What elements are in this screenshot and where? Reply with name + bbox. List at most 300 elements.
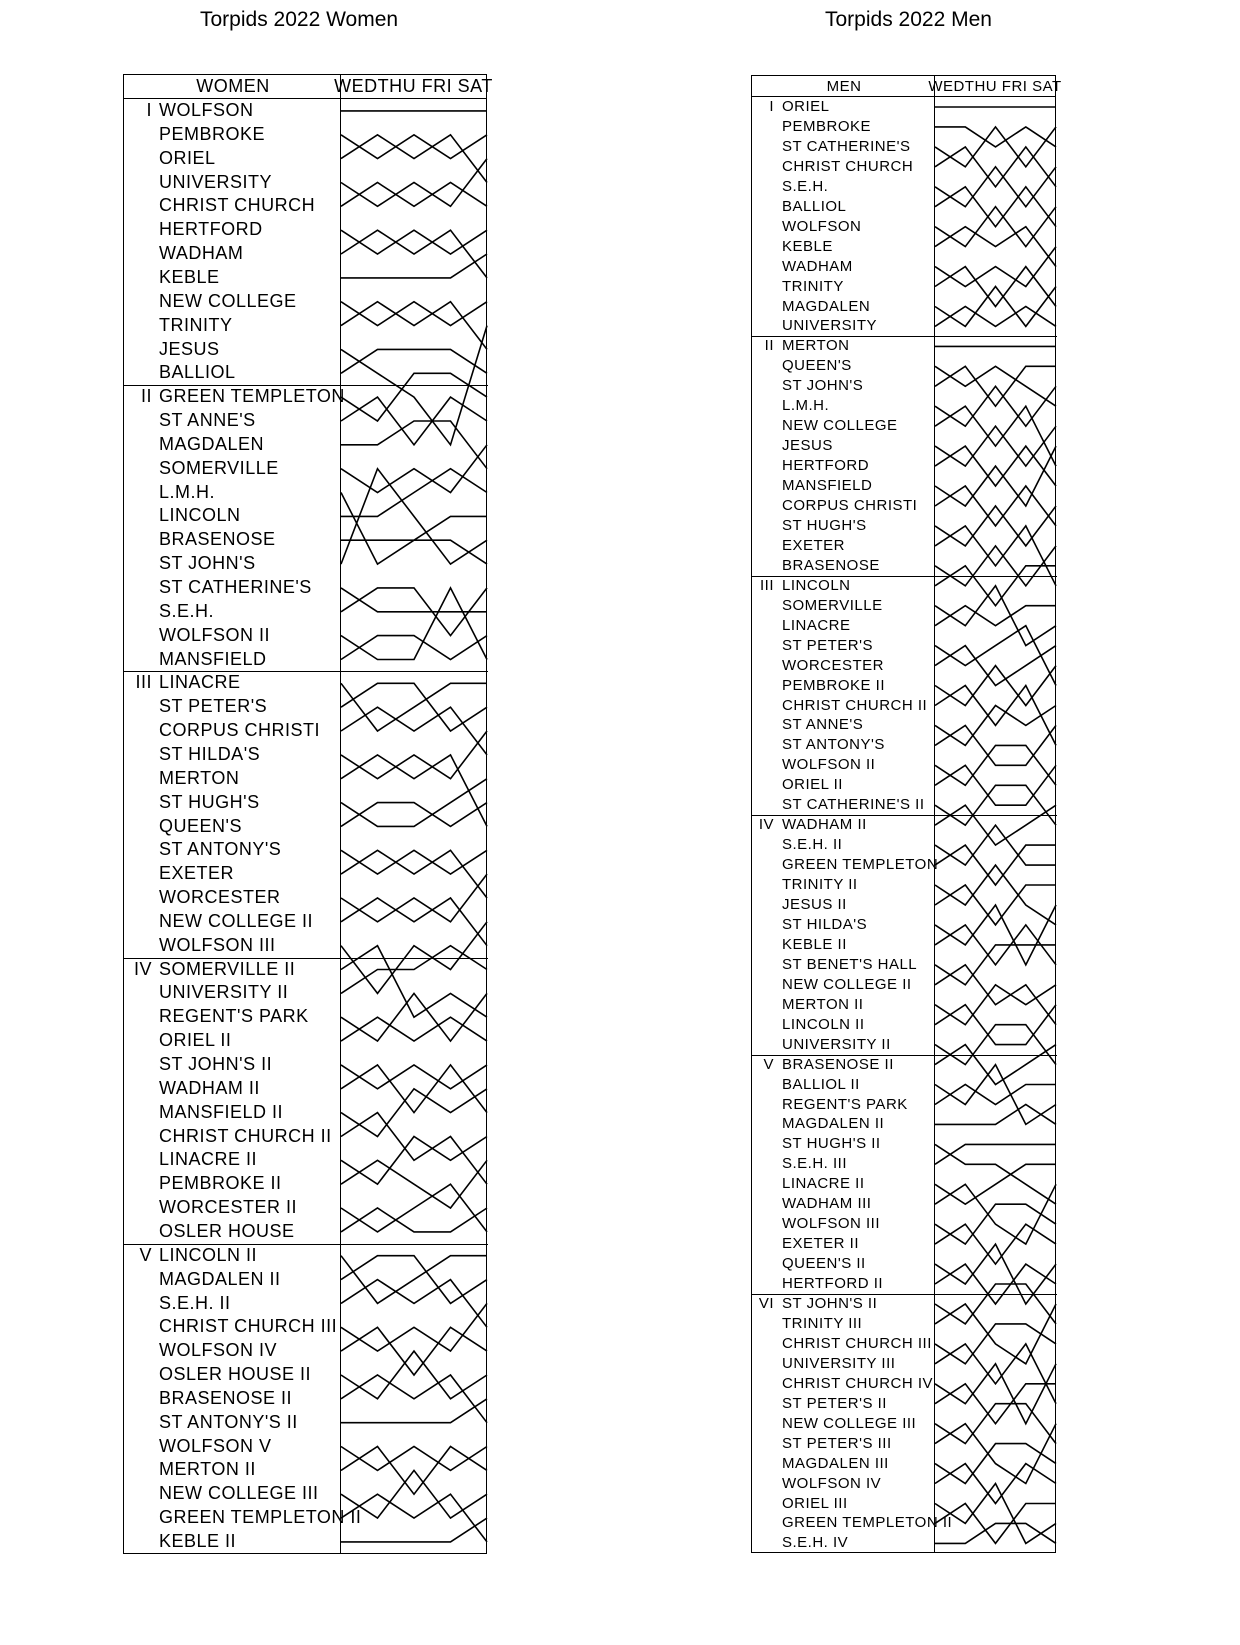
men-crew-name: QUEEN'S [782, 357, 852, 375]
women-crew-row [124, 886, 340, 910]
men-crew-trajectory [935, 1484, 1056, 1544]
men-crew-row [752, 616, 934, 636]
men-crew-row [752, 715, 934, 735]
men-crew-row [752, 775, 934, 795]
women-crew-name: PEMBROKE II [159, 1173, 282, 1194]
men-crew-trajectory [935, 1244, 1056, 1304]
women-crew-row [124, 576, 340, 600]
men-crew-trajectory [935, 1085, 1056, 1105]
men-crew-trajectory [935, 1364, 1056, 1424]
men-crew-name: JESUS II [782, 896, 847, 913]
men-crew-row [752, 1434, 934, 1454]
men-crew-trajectory [935, 1344, 1056, 1404]
women-crew-trajectory [341, 159, 487, 207]
men-crew-row [752, 1414, 934, 1434]
women-crew-name: ORIEL [159, 147, 216, 168]
women-crew-trajectory [341, 1280, 487, 1328]
men-crew-row [752, 97, 934, 117]
women-crew-row [124, 171, 340, 195]
women-crew-row [124, 1101, 340, 1125]
women-crew-trajectory [341, 254, 487, 278]
men-division-number: I [769, 98, 774, 115]
women-crew-trajectory [341, 326, 487, 445]
women-crew-name: ST ANNE'S [159, 410, 256, 431]
men-crew-trajectory [935, 406, 1056, 466]
women-crew-name: ST ANTONY'S [159, 839, 282, 860]
women-crew-trajectory [341, 1447, 487, 1471]
men-crew-name: BRASENOSE II [782, 1055, 894, 1073]
men-crew-name: GREEN TEMPLETON [782, 856, 939, 874]
women-crew-row [124, 194, 340, 218]
men-crew-name: JESUS [782, 437, 833, 455]
women-crew-trajectory [341, 1494, 487, 1542]
women-crew-row [124, 791, 340, 815]
men-crew-name: EXETER [782, 536, 846, 554]
women-crew-row [124, 457, 340, 481]
women-crew-trajectory [341, 349, 487, 373]
women-division-number: I [146, 100, 152, 120]
men-crew-row [752, 1095, 934, 1115]
women-crew-name: QUEEN'S [159, 815, 242, 836]
men-crew-name: TRINITY III [782, 1314, 863, 1332]
men-crew-row [752, 376, 934, 396]
men-crew-name: ORIEL II [782, 776, 843, 794]
women-crew-trajectory [341, 731, 487, 779]
women-crew-name: MERTON [159, 767, 240, 788]
men-crew-trajectory [935, 686, 1056, 746]
women-crew-name: WOLFSON [159, 100, 254, 120]
men-crew-row [752, 1075, 934, 1095]
men-crew-name: L.M.H. [782, 397, 830, 415]
men-crew-row [752, 815, 934, 835]
women-crew-row [124, 1458, 340, 1482]
men-crew-row [752, 1513, 953, 1533]
men-crew-row [752, 536, 934, 556]
women-crew-name: ST HUGH'S [159, 791, 260, 812]
women-crew-trajectory [341, 1184, 487, 1232]
men-crew-name: CHRIST CHURCH III [782, 1334, 932, 1352]
women-chart-title: Torpids 2022 Women [200, 8, 399, 31]
men-division-number: V [763, 1055, 774, 1073]
women-crew-row [124, 1315, 340, 1339]
men-crew-row [752, 137, 934, 157]
men-crew-trajectory [935, 1424, 1056, 1484]
women-crew-row [124, 981, 340, 1005]
women-crew-row [124, 147, 340, 171]
men-crew-name: S.E.H. [782, 177, 829, 195]
men-crew-row [752, 1154, 934, 1174]
men-crew-name: MANSFIELD [782, 477, 873, 495]
women-crew-name: OSLER HOUSE [159, 1220, 295, 1241]
women-crew-trajectory [341, 1208, 487, 1232]
women-crew-name: LINACRE II [159, 1149, 258, 1170]
men-crew-row [752, 835, 934, 855]
men-crew-row [752, 1254, 934, 1274]
men-crew-name: ST BENET'S HALL [782, 955, 918, 973]
women-crew-row [124, 1125, 340, 1149]
women-crew-trajectory [341, 469, 487, 517]
men-crew-name: ST ANNE'S [782, 716, 864, 734]
men-crew-row [752, 1194, 934, 1214]
women-division-number: V [139, 1244, 152, 1265]
women-crew-name: KEBLE II [159, 1531, 237, 1551]
women-crew-name: NEW COLLEGE III [159, 1483, 319, 1504]
women-division-number: II [140, 386, 152, 407]
men-crew-trajectory [935, 247, 1056, 287]
men-crew-name: ST JOHN'S II [782, 1295, 878, 1312]
women-crew-row [124, 1172, 340, 1196]
men-crew-trajectory [935, 586, 1056, 646]
men-crew-row [752, 1174, 934, 1194]
men-days-header: WEDTHU FRI SAT [934, 76, 1055, 97]
men-crew-trajectory [935, 865, 1056, 925]
women-crew-name: S.E.H. [159, 600, 215, 621]
men-crew-name: UNIVERSITY [782, 317, 878, 335]
women-crew-name: MANSFIELD II [159, 1101, 284, 1122]
men-crew-name: MERTON II [782, 995, 864, 1013]
women-crew-trajectory [341, 493, 487, 565]
men-crew-row [752, 576, 934, 596]
men-crew-name: NEW COLLEGE [782, 417, 898, 435]
women-crew-trajectory [341, 946, 487, 994]
women-crew-name: ORIEL II [159, 1030, 232, 1051]
women-crew-row [124, 862, 340, 886]
men-crew-row [752, 935, 934, 955]
women-crew-row [124, 409, 340, 433]
men-crew-row [752, 117, 934, 137]
men-division-number: III [759, 576, 774, 594]
men-crew-row [752, 1114, 934, 1134]
men-division-number: II [764, 337, 774, 355]
men-crew-row [752, 915, 934, 935]
women-crew-name: NEW COLLEGE II [159, 910, 314, 931]
men-chart-title: Torpids 2022 Men [825, 8, 992, 31]
women-crew-trajectory [341, 683, 487, 731]
men-crew-name: HERTFORD II [782, 1275, 884, 1293]
men-crew-row [752, 456, 934, 476]
men-crew-name: WOLFSON III [782, 1215, 881, 1233]
men-crew-name: WOLFSON IV [782, 1474, 882, 1492]
women-crew-trajectory [341, 588, 487, 660]
women-crew-name: REGENT'S PARK [159, 1006, 309, 1027]
men-crew-name: CHRIST CHURCH IV [782, 1374, 934, 1392]
women-crew-row [124, 1005, 340, 1029]
men-crew-trajectory [935, 1304, 1056, 1364]
women-crew-row [124, 1339, 340, 1363]
men-crew-name: ST JOHN'S [782, 377, 864, 395]
men-division-number: IV [758, 816, 774, 834]
women-days-header: WEDTHU FRI SAT [340, 75, 486, 99]
women-crew-trajectory [341, 850, 487, 898]
women-crew-row [124, 695, 340, 719]
women-crew-trajectory [341, 230, 487, 278]
women-crew-name: EXETER [159, 863, 235, 884]
men-crew-trajectory [935, 1144, 1056, 1204]
men-crew-name: PEMBROKE [782, 117, 872, 135]
men-crew-name: ST HUGH'S [782, 516, 867, 534]
men-crew-row [752, 1314, 934, 1334]
women-crew-row [124, 1482, 340, 1506]
men-crew-row [752, 1234, 934, 1254]
men-crew-row [752, 955, 934, 975]
men-crew-name: WOLFSON [782, 217, 862, 235]
men-crew-row [752, 1035, 934, 1055]
women-crew-row [124, 99, 340, 123]
women-crew-trajectory [341, 135, 487, 183]
women-crew-name: TRINITY [159, 314, 233, 335]
men-crew-trajectory [935, 1184, 1056, 1244]
men-crew-name: ORIEL III [782, 1494, 848, 1512]
women-crew-row [124, 838, 340, 862]
men-crew-trajectory [935, 1105, 1056, 1125]
men-crew-row [752, 1334, 934, 1354]
women-crew-row [124, 767, 340, 791]
women-crew-row [124, 1148, 340, 1172]
women-crew-row [124, 433, 340, 457]
men-crew-trajectory [935, 127, 1056, 147]
women-crew-row [124, 648, 340, 672]
men-crew-name: ST PETER'S II [782, 1394, 887, 1412]
men-crew-name: ST HILDA'S [782, 915, 868, 933]
women-crew-trajectory [341, 874, 487, 922]
women-crew-trajectory [341, 445, 487, 493]
women-crew-row [124, 1244, 340, 1268]
men-crew-row [752, 556, 934, 576]
women-crew-trajectory [341, 707, 487, 755]
women-crew-row [124, 671, 340, 695]
men-crew-name: S.E.H. IV [782, 1534, 849, 1552]
women-crew-row [124, 624, 340, 648]
men-crew-name: ORIEL [782, 98, 830, 115]
women-division-number: IV [133, 958, 152, 979]
women-crew-name: HERTFORD [159, 219, 263, 240]
men-crew-name: WORCESTER [782, 656, 884, 674]
men-crew-row [752, 596, 934, 616]
women-crew-trajectory [341, 302, 487, 350]
men-crew-row [752, 895, 934, 915]
women-crew-row [124, 743, 340, 767]
men-crew-name: BALLIOL [782, 197, 847, 215]
men-crew-name: MAGDALEN II [782, 1115, 885, 1133]
men-crew-name: ST HUGH'S II [782, 1135, 881, 1153]
men-crew-name: ST ANTONY'S [782, 736, 885, 754]
men-crew-row [752, 436, 934, 456]
women-crew-name: ST HILDA'S [159, 743, 261, 764]
men-crew-name: SOMERVILLE [782, 596, 883, 614]
women-crew-name: PEMBROKE [159, 123, 266, 144]
men-crew-name: BRASENOSE [782, 556, 880, 574]
men-crew-row [752, 1494, 934, 1514]
women-crew-trajectory [341, 636, 487, 660]
women-crew-name: WADHAM II [159, 1077, 260, 1098]
women-crew-name: WOLFSON III [159, 934, 276, 955]
women-crew-name: LINCOLN II [159, 1244, 258, 1265]
women-crew-trajectory [341, 803, 487, 827]
men-crew-row [752, 1354, 934, 1374]
men-crew-trajectory [935, 905, 1056, 965]
women-crew-row [124, 552, 340, 576]
women-crew-row [124, 958, 340, 982]
women-crew-row [124, 1268, 340, 1292]
women-crew-name: MAGDALEN II [159, 1268, 281, 1289]
men-crew-row [752, 696, 934, 716]
women-crew-name: OSLER HOUSE II [159, 1364, 312, 1385]
men-crew-trajectory [935, 1144, 1056, 1164]
women-crew-row [124, 218, 340, 242]
men-crew-name: UNIVERSITY III [782, 1354, 896, 1372]
men-crew-row [752, 656, 934, 676]
men-crew-name: ST PETER'S III [782, 1434, 892, 1452]
men-crew-row [752, 496, 934, 516]
women-crew-name: CHRIST CHURCH II [159, 1125, 332, 1146]
men-crew-row [752, 316, 934, 336]
women-crew-row [124, 600, 340, 624]
men-crew-row [752, 416, 934, 436]
women-crew-row [124, 1530, 340, 1554]
men-crew-trajectory [935, 626, 1056, 686]
women-crew-name: BRASENOSE II [159, 1387, 293, 1408]
men-crew-row [752, 356, 934, 376]
men-crew-name: MAGDALEN III [782, 1454, 889, 1472]
women-crew-name: LINCOLN [159, 505, 241, 526]
women-crew-trajectory [341, 1518, 487, 1542]
men-crew-trajectory [935, 526, 1056, 586]
women-crew-row [124, 314, 340, 338]
men-crew-row [752, 516, 934, 536]
men-crew-name: NEW COLLEGE III [782, 1414, 917, 1432]
women-crew-name: ST PETER'S [159, 696, 268, 717]
men-crew-row [752, 676, 934, 696]
women-crew-row [124, 1029, 340, 1053]
women-crew-name: NEW COLLEGE [159, 290, 297, 311]
women-crew-row [124, 1196, 340, 1220]
men-crew-row [752, 1294, 934, 1314]
men-crew-row [752, 237, 934, 257]
women-crew-name: BALLIOL [159, 362, 236, 383]
men-header-label: MEN [752, 76, 936, 97]
men-crew-row [752, 197, 934, 217]
women-crew-name: ST ANTONY'S II [159, 1411, 298, 1432]
men-crew-row [752, 855, 939, 875]
men-crew-name: TRINITY II [782, 876, 858, 894]
men-crew-name: BALLIOL II [782, 1075, 860, 1093]
men-crew-name: GREEN TEMPLETON II [782, 1514, 953, 1532]
women-crew-row [124, 361, 340, 385]
men-crew-row [752, 257, 934, 277]
men-crew-row [752, 297, 934, 317]
women-crew-trajectory [341, 1160, 487, 1208]
women-crew-name: WOLFSON IV [159, 1340, 278, 1361]
men-crew-trajectory [935, 1164, 1056, 1204]
men-crew-name: LINCOLN [782, 576, 851, 594]
men-crew-name: CHRIST CHURCH [782, 157, 914, 175]
women-crew-name: CHRIST CHURCH III [159, 1316, 338, 1337]
women-crew-name: KEBLE [159, 266, 220, 287]
women-crew-name: UNIVERSITY II [159, 982, 289, 1003]
women-crew-trajectory [341, 588, 487, 612]
women-crew-name: SOMERVILLE II [159, 958, 296, 979]
men-crew-row [752, 975, 934, 995]
men-crew-name: ST CATHERINE'S II [782, 796, 925, 814]
men-crew-trajectory [935, 1065, 1056, 1125]
women-crew-trajectory [341, 755, 487, 827]
men-crew-trajectory [935, 1523, 1056, 1543]
women-crew-name: LINACRE [159, 672, 241, 693]
men-crew-trajectory [935, 227, 1056, 267]
women-crew-row [124, 1435, 340, 1459]
men-crew-name: CORPUS CHRISTI [782, 497, 918, 514]
women-crew-row [124, 385, 345, 409]
women-crew-trajectory [341, 1256, 487, 1304]
women-crew-name: ST JOHN'S [159, 553, 256, 574]
women-crew-name: CHRIST CHURCH [159, 195, 316, 216]
men-crew-trajectory [935, 446, 1056, 506]
men-crew-name: WADHAM II [782, 816, 867, 834]
women-crew-row [124, 934, 340, 958]
men-crew-row [752, 336, 934, 356]
men-crew-name: TRINITY [782, 277, 844, 295]
women-crew-row [124, 1053, 340, 1077]
women-crew-name: MERTON II [159, 1459, 256, 1480]
women-crew-row [124, 290, 340, 314]
men-bumps-chart [751, 75, 1062, 1553]
men-crew-row [752, 1274, 934, 1294]
women-bump-lines [341, 99, 487, 1553]
men-crew-row [752, 1454, 934, 1474]
men-crew-name: CHRIST CHURCH II [782, 696, 928, 714]
women-crew-row [124, 719, 340, 743]
men-crew-trajectory [935, 965, 1056, 1025]
women-crew-row [124, 1387, 340, 1411]
women-crew-row [124, 1363, 340, 1387]
men-crew-row [752, 1474, 934, 1494]
women-crew-row [124, 123, 340, 147]
women-crew-name: UNIVERSITY [159, 171, 273, 192]
men-crew-row [752, 396, 934, 416]
women-crew-row [124, 338, 340, 362]
women-crew-name: GREEN TEMPLETON II [159, 1507, 362, 1528]
men-crew-row [752, 1533, 934, 1553]
men-crew-name: QUEEN'S II [782, 1255, 866, 1273]
men-crew-row [752, 795, 934, 815]
women-crew-name: WOLFSON V [159, 1435, 272, 1456]
women-crew-row [124, 1292, 340, 1316]
women-crew-name: WORCESTER II [159, 1197, 298, 1218]
men-crew-name: HERTFORD [782, 457, 870, 475]
women-crew-row [124, 1220, 340, 1244]
women-crew-name: CORPUS CHRISTI [159, 720, 321, 741]
men-crew-name: LINACRE [782, 616, 851, 634]
women-crew-trajectory [341, 1375, 487, 1423]
men-crew-name: EXETER II [782, 1235, 860, 1253]
women-crew-name: ST JOHN'S II [159, 1054, 273, 1074]
women-crew-name: ST CATHERINE'S [159, 577, 312, 597]
men-crew-row [752, 755, 934, 775]
women-crew-name: L.M.H. [159, 481, 216, 502]
men-crew-name: WADHAM [782, 257, 853, 275]
men-crew-name: LINCOLN II [782, 1015, 865, 1033]
women-crew-name: WORCESTER [159, 887, 281, 908]
men-crew-name: NEW COLLEGE II [782, 975, 912, 993]
women-crew-trajectory [341, 1303, 487, 1351]
men-crew-row [752, 177, 934, 197]
men-crew-name: S.E.H. III [782, 1155, 848, 1173]
women-crew-name: BRASENOSE [159, 529, 276, 550]
men-crew-row [752, 277, 934, 297]
men-crew-name: S.E.H. II [782, 836, 843, 854]
men-crew-name: KEBLE II [782, 935, 847, 953]
women-crew-name: MANSFIELD [159, 648, 267, 669]
